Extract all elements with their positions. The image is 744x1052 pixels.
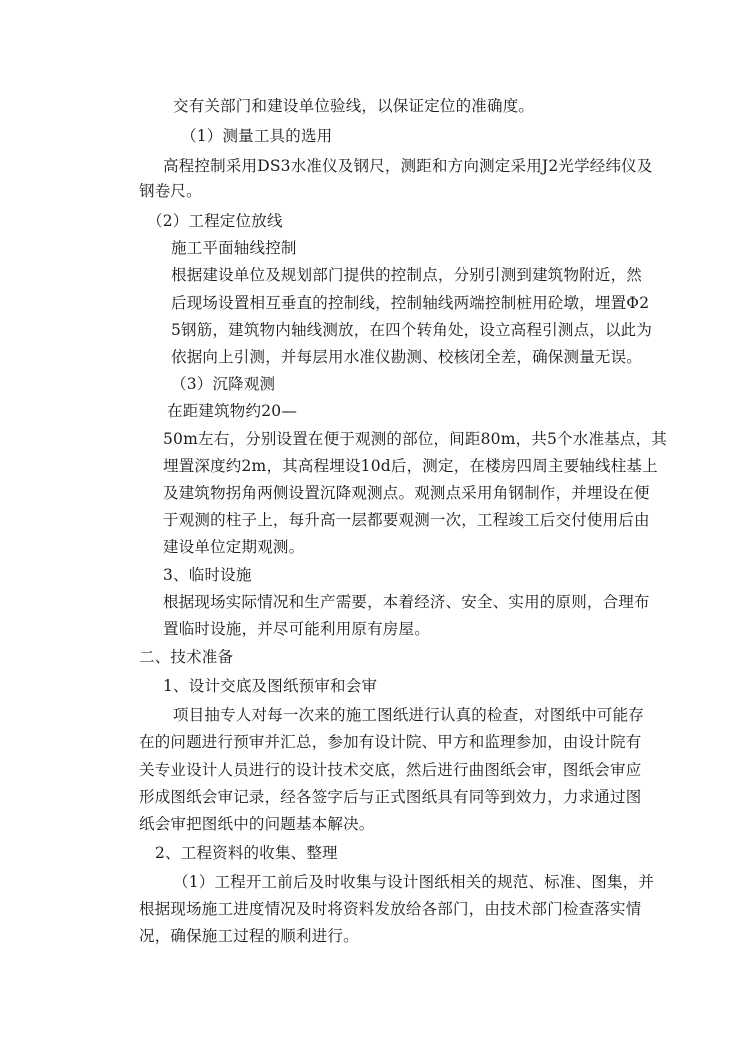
text-line: 钢卷尺。 [139, 182, 202, 200]
section-heading: 二、技术准备 [139, 648, 234, 666]
text-line: 50m左右，分别设置在便于观测的部位，间距80m，共5个水准基点，其 [163, 430, 668, 448]
text-line: 况，确保施工过程的顺利进行。 [139, 927, 359, 945]
text-line: 于观测的柱子上，每升高一层都要观测一次，工程竣工后交付使用后由 [163, 511, 650, 529]
text-line: 在的问题进行预审并汇总，参加有设计院、甲方和监理参加，由设计院有 [139, 733, 642, 751]
text-line: 埋置深度约2m，其高程埋设10d后，测定，在楼房四周主要轴线柱基上 [163, 457, 658, 475]
subheading: 2、工程资料的收集、整理 [155, 844, 338, 862]
text-line: 高程控制采用DS3水准仪及钢尺，测距和方向测定采用J2光学经纬仪及 [163, 157, 653, 175]
text-line: 根据现场施工进度情况及时将资料发放给各部门，由技术部门检查落实情 [139, 900, 642, 918]
subheading: 3、临时设施 [163, 566, 252, 584]
text-line: 建设单位定期观测。 [163, 538, 305, 556]
subheading: （2）工程定位放线 [147, 212, 283, 230]
text-line: 后现场设置相互垂直的控制线，控制轴线两端控制桩用砼墩，埋置Φ2 [171, 294, 650, 312]
subheading: （1）测量工具的选用 [181, 127, 333, 145]
text-line: 5钢筋，建筑物内轴线测放，在四个转角处，设立高程引测点，以此为 [171, 321, 653, 339]
text-line: 根据现场实际情况和生产需要，本着经济、安全、实用的原则，合理布 [163, 593, 650, 611]
text-line: 交有关部门和建设单位验线，以保证定位的准确度。 [173, 97, 535, 115]
text-line: 纸会审把图纸中的问题基本解决。 [139, 815, 375, 833]
subheading: 1、设计交底及图纸预审和会审 [163, 677, 378, 695]
text-line: 置临时设施，并尽可能利用原有房屋。 [163, 620, 430, 638]
text-line: 根据建设单位及规划部门提供的控制点，分别引测到建筑物附近，然 [171, 266, 643, 284]
subheading: （3）沉降观测 [171, 375, 276, 393]
text-line: 项目抽专人对每一次来的施工图纸进行认真的检查，对图纸中可能存 [173, 706, 645, 724]
text-line: 及建筑物拐角两侧设置沉降观测点。观测点采用角钢制作，并埋设在便 [163, 484, 650, 502]
text-line: 依据向上引测，并每层用水准仪勘测、校核闭全差，确保测量无误。 [171, 348, 643, 366]
text-line: 形成图纸会审记录，经各签字后与正式图纸具有同等到效力，力求通过图 [139, 788, 642, 806]
text-line: （1）工程开工前后及时收集与设计图纸相关的规范、标准、图集，并 [173, 873, 655, 891]
text-line: 施工平面轴线控制 [171, 239, 297, 257]
text-line: 在距建筑物约20— [167, 402, 298, 420]
text-line: 关专业设计人员进行的设计技术交底，然后进行曲图纸会审，图纸会审应 [139, 761, 642, 779]
